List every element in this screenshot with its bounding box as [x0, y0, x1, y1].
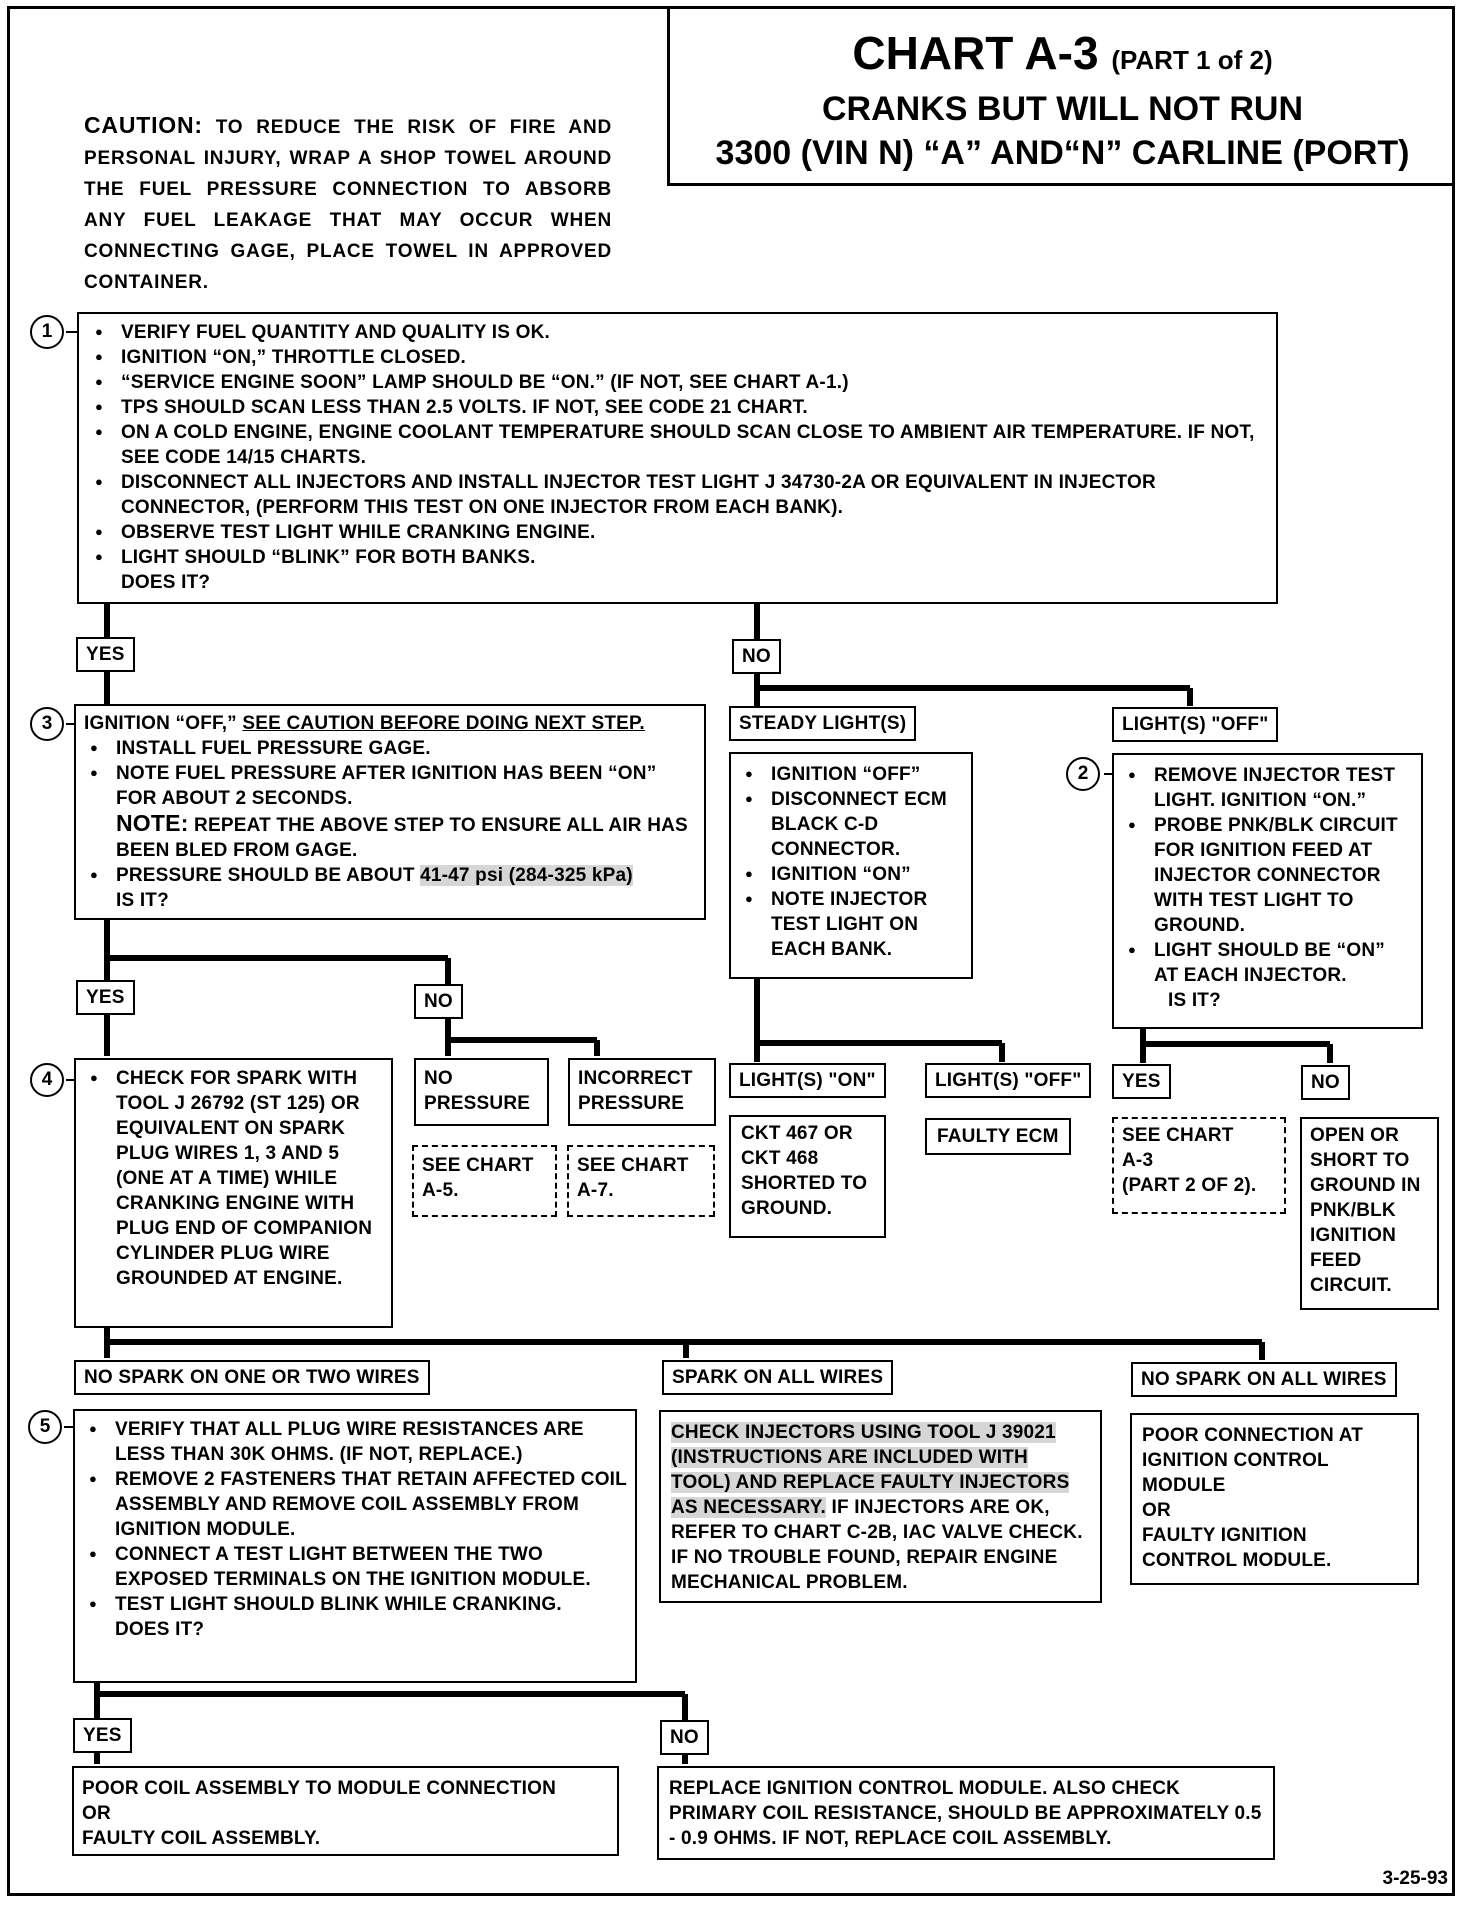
step1-question: DOES IT?	[121, 572, 211, 593]
lights-off-label: LIGHT(S) "OFF"	[1112, 707, 1278, 742]
replace-icm-box: REPLACE IGNITION CONTROL MODULE. ALSO CHECK PRIMARY COIL RESISTANCE, SHOULD BE APPROXIMATELY 0.5 - 0.9 OHMS. IF NOT, REPLACE COIL ASSEMBLY.	[657, 1766, 1275, 1860]
chart-subtitle-1: CRANKS BUT WILL NOT RUN	[822, 90, 1303, 128]
step1-item: ● LIGHT SHOULD “BLINK” FOR BOTH BANKS.	[121, 545, 1266, 570]
step3-note-text: REPEAT THE ABOVE STEP TO ENSURE ALL AIR HAS BEEN BLED FROM GAGE.	[116, 815, 688, 861]
no-spark-one-two-label: NO SPARK ON ONE OR TWO WIRES	[74, 1360, 430, 1395]
no-pressure-label: NO PRESSURE	[414, 1058, 549, 1126]
caution-label: CAUTION:	[84, 112, 203, 138]
open-short-box: OPEN OR SHORT TO GROUND IN PNK/BLK IGNITION FEED CIRCUIT.	[1300, 1117, 1439, 1310]
steady-item: ● NOTE INJECTOR TEST LIGHT ON EACH BANK.	[771, 887, 963, 962]
pressure-spec: 41-47 psi (284-325 kPa)	[420, 865, 633, 886]
step5-item: ● VERIFY THAT ALL PLUG WIRE RESISTANCES ARE LESS THAN 30K OHMS. (IF NOT, REPLACE.)	[115, 1417, 627, 1467]
incorrect-pressure-label: INCORRECT PRESSURE	[568, 1058, 716, 1126]
poor-coil-box: POOR COIL ASSEMBLY TO MODULE CONNECTION OR FAULTY COIL ASSEMBLY.	[72, 1766, 619, 1856]
step2-list	[1122, 763, 1413, 988]
chart-part: (PART 1 of 2)	[1111, 45, 1273, 75]
step1-item: ● DISCONNECT ALL INJECTORS AND INSTALL INJECTOR TEST LIGHT J 34730-2A OR EQUIVALENT IN INJECTOR CONNECTOR, (PERFORM THIS TEST ON ONE INJECTOR FROM EACH BANK).	[121, 470, 1266, 520]
step-marker-2: 2	[1066, 757, 1100, 791]
step4-box	[74, 1058, 393, 1328]
chart-subtitle-2: 3300 (VIN N) “A” AND“N” CARLINE (PORT)	[715, 134, 1410, 172]
date-code: 3-25-93	[1382, 1868, 1448, 1889]
step4-item: ● CHECK FOR SPARK WITH TOOL J 26792 (ST 125) OR EQUIVALENT ON SPARK PLUG WIRES 1, 3 AND 5 (ONE AT A TIME) WHILE CRANKING ENGINE WITH PLUG END OF COMPANION CYLINDER PLUG WIRE GROUNDED AT ENGINE.	[116, 1066, 383, 1291]
step3-pressure	[84, 863, 696, 888]
step1-item: ● “SERVICE ENGINE SOON” LAMP SHOULD BE “ON.” (IF NOT, SEE CHART A-1.)	[121, 370, 1266, 395]
step2-item: ● LIGHT SHOULD BE “ON” AT EACH INJECTOR.	[1154, 938, 1413, 988]
step1-item: ● TPS SHOULD SCAN LESS THAN 2.5 VOLTS. IF NOT, SEE CODE 21 CHART.	[121, 395, 1266, 420]
yes-label-3: YES	[76, 980, 135, 1015]
step5-list	[83, 1417, 627, 1617]
no-label-3: NO	[414, 984, 463, 1019]
chart-title-box	[667, 6, 1455, 186]
step5-question: DOES IT?	[115, 1619, 205, 1640]
see-chart-a7: SEE CHART A-7.	[567, 1145, 715, 1217]
step5-item: ● CONNECT A TEST LIGHT BETWEEN THE TWO EXPOSED TERMINALS ON THE IGNITION MODULE.	[115, 1542, 627, 1592]
step5-item: ● REMOVE 2 FASTENERS THAT RETAIN AFFECTED COIL ASSEMBLY AND REMOVE COIL ASSEMBLY FROM IGNITION MODULE.	[115, 1467, 627, 1542]
step3-pressure-item: ● PRESSURE SHOULD BE ABOUT 41-47 psi (284-325 kPa)	[116, 863, 696, 888]
step5-item: ● TEST LIGHT SHOULD BLINK WHILE CRANKING.	[115, 1592, 627, 1617]
no-label-2: NO	[1301, 1065, 1350, 1100]
step1-item: ● VERIFY FUEL QUANTITY AND QUALITY IS OK.	[121, 320, 1266, 345]
yes-label-1: YES	[76, 637, 135, 672]
ckt-shorted-box: CKT 467 OR CKT 468 SHORTED TO GROUND.	[729, 1115, 886, 1238]
faulty-ecm-box: FAULTY ECM	[925, 1118, 1071, 1155]
see-chart-a5: SEE CHART A-5.	[412, 1145, 557, 1217]
step3-list	[84, 736, 696, 811]
check-injectors-highlight: CHECK INJECTORS USING TOOL J 39021 (INSTRUCTIONS ARE INCLUDED WITH TOOL) AND REPLACE FAULTY INJECTORS AS NECESSARY.	[671, 1422, 1070, 1518]
no-label-5: NO	[660, 1720, 709, 1755]
step3-item: ● INSTALL FUEL PRESSURE GAGE.	[116, 736, 696, 761]
step-marker-4: 4	[30, 1063, 64, 1097]
no-label-1: NO	[732, 639, 781, 674]
step2-item: ● PROBE PNK/BLK CIRCUIT FOR IGNITION FEED AT INJECTOR CONNECTOR WITH TEST LIGHT TO GROUND.	[1154, 813, 1413, 938]
step3-note-label: NOTE:	[116, 810, 189, 836]
yes-label-2: YES	[1112, 1064, 1171, 1099]
step2-item: ● REMOVE INJECTOR TEST LIGHT. IGNITION “ON.”	[1154, 763, 1413, 813]
steady-item: ● DISCONNECT ECM BLACK C-D CONNECTOR.	[771, 787, 963, 862]
caution-text: TO REDUCE THE RISK OF FIRE AND PERSONAL INJURY, WRAP A SHOP TOWEL AROUND THE FUEL PRESSURE CONNECTION TO ABSORB ANY FUEL LEAKAGE THAT MAY OCCUR WHEN CONNECTING GAGE, PLACE TOWEL IN APPROVED CONTAINER.	[84, 117, 612, 293]
lights-off-label-2: LIGHT(S) "OFF"	[925, 1063, 1091, 1098]
step2-question: IS IT?	[1168, 990, 1221, 1011]
check-injectors-rest: IF INJECTORS ARE OK, REFER TO CHART C-2B, IAC VALVE CHECK. IF NO TROUBLE FOUND, REPAIR ENGINE MECHANICAL PROBLEM.	[671, 1497, 1083, 1593]
step-marker-5: 5	[28, 1410, 62, 1444]
lights-on-label: LIGHT(S) "ON"	[729, 1063, 886, 1098]
step3-question: IS IT?	[116, 890, 169, 911]
step1-item: ● IGNITION “ON,” THROTTLE CLOSED.	[121, 345, 1266, 370]
steady-item: ● IGNITION “OFF”	[771, 762, 963, 787]
steady-lights-label: STEADY LIGHT(S)	[729, 706, 916, 741]
step3-box	[74, 704, 706, 920]
step3-first: IGNITION “OFF,” SEE CAUTION BEFORE DOING NEXT STEP.	[84, 713, 645, 734]
step-marker-3: 3	[30, 707, 64, 741]
chart-title: CHART A-3 (PART 1 of 2)	[852, 27, 1273, 79]
steady-light-box	[729, 752, 973, 979]
step1-item: ● OBSERVE TEST LIGHT WHILE CRANKING ENGINE.	[121, 520, 1266, 545]
step3-note	[84, 811, 696, 863]
steady-list	[739, 762, 963, 962]
step4-list	[84, 1066, 383, 1291]
see-chart-a3-part2: SEE CHART A-3 (PART 2 OF 2).	[1112, 1117, 1286, 1214]
yes-label-5: YES	[73, 1718, 132, 1753]
caution-note	[84, 110, 612, 298]
step5-box	[73, 1409, 637, 1683]
steady-item: ● IGNITION “ON”	[771, 862, 963, 887]
step1-box	[77, 312, 1278, 604]
step3-caution-ref: SEE CAUTION BEFORE DOING NEXT STEP.	[242, 713, 645, 734]
poor-connection-box: POOR CONNECTION AT IGNITION CONTROL MODULE OR FAULTY IGNITION CONTROL MODULE.	[1130, 1413, 1419, 1585]
step1-item: ● ON A COLD ENGINE, ENGINE COOLANT TEMPERATURE SHOULD SCAN CLOSE TO AMBIENT AIR TEMPERATURE. IF NOT, SEE CODE 14/15 CHARTS.	[121, 420, 1266, 470]
step3-item: ● NOTE FUEL PRESSURE AFTER IGNITION HAS BEEN “ON” FOR ABOUT 2 SECONDS.	[116, 761, 696, 811]
step1-list	[89, 320, 1266, 570]
step2-box	[1112, 753, 1423, 1029]
check-injectors-box	[659, 1410, 1102, 1603]
no-spark-all-wires-label: NO SPARK ON ALL WIRES	[1131, 1362, 1397, 1397]
spark-all-wires-label: SPARK ON ALL WIRES	[662, 1360, 893, 1395]
step-marker-1: 1	[30, 315, 64, 349]
